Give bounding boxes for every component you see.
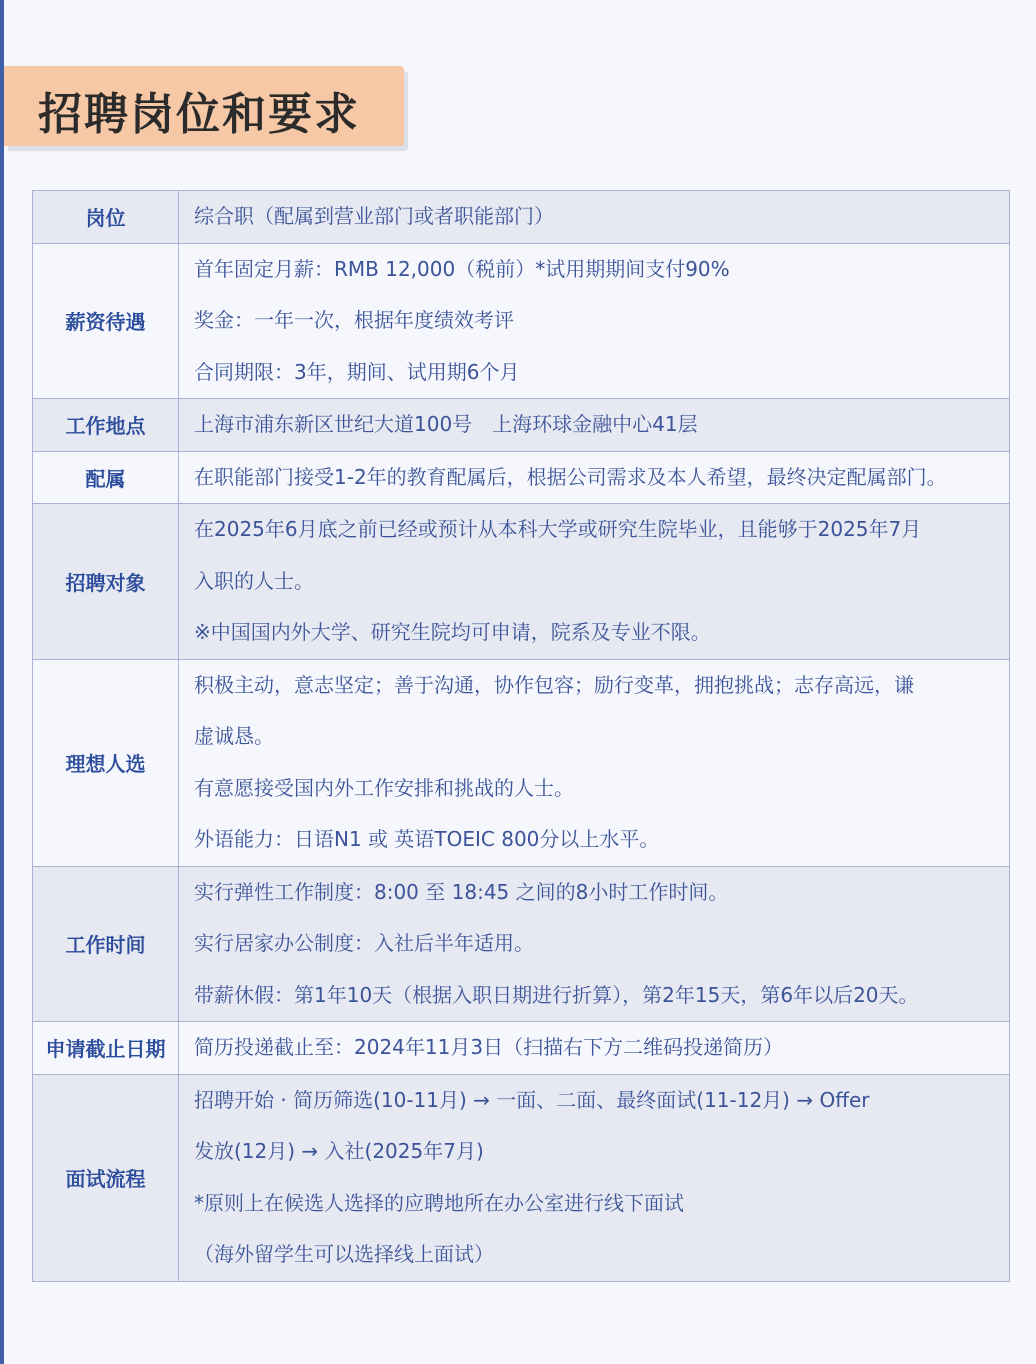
row-label: 招聘对象 [33,504,179,660]
row-label: 岗位 [33,191,179,244]
table-row-ideal-candidate [33,659,1010,866]
row-label: 工作时间 [33,866,179,1022]
row-text-line: 有意愿接受国内外工作安排和挑战的人士。 [194,775,574,800]
row-text-line: 简历投递截止至：2024年11月3日（扫描右下方二维码投递简历） [194,1035,784,1059]
row-label: 工作地点 [33,399,179,452]
table-row-deadline [33,1022,1010,1075]
table-row-position [33,191,1010,244]
row-text-line: 合同期限：3年，期间、试用期6个月 [194,359,520,384]
row-label: 薪资待遇 [33,243,179,399]
table-row-assignment [33,451,1010,504]
row-text-line: 首年固定月薪：RMB 12,000（税前）*试用期期间支付90% [194,256,730,281]
row-label: 面试流程 [33,1074,179,1281]
job-requirements-table [32,190,1010,1282]
row-text-line: 发放(12月) → 入社(2025年7月) [194,1139,484,1163]
page-title: 招聘岗位和要求 [38,89,360,140]
row-content [179,243,1010,399]
table-row-working-hours [33,866,1010,1022]
row-text-line: 招聘开始 · 简历筛选(10-11月) → 一面、二面、最终面试(11-12月) → Offer [194,1087,870,1112]
row-text-line: 带薪休假：第1年10天（根据入职日期进行折算），第2年15天，第6年以后20天。 [194,982,919,1007]
row-label: 配属 [33,451,179,504]
row-text-line: ※中国国内外大学、研究生院均可申请，院系及专业不限。 [194,620,711,644]
table-row-location [33,399,1010,452]
row-text-line: （海外留学生可以选择线上面试） [194,1242,494,1266]
table-row-eligibility [33,504,1010,660]
row-text-line: 上海市浦东新区世纪大道100号 上海环球金融中心41层 [194,412,698,436]
row-text-line: 外语能力：日语N1 或 英语TOEIC 800分以上水平。 [194,827,660,851]
row-content [179,1022,1010,1075]
row-text-line: 奖金：一年一次，根据年度绩效考评 [194,308,514,332]
row-content [179,504,1010,660]
row-text-line: 在职能部门接受1-2年的教育配属后，根据公司需求及本人希望，最终决定配属部门。 [194,464,947,489]
table-row-interview-process [33,1074,1010,1281]
row-text-line: 积极主动，意志坚定；善于沟通，协作包容；励行变革，拥抱挑战；志存高远，谦 [194,672,914,697]
row-content [179,399,1010,452]
row-content [179,866,1010,1022]
row-label: 申请截止日期 [33,1022,179,1075]
row-text-line: 虚诚恳。 [194,724,274,748]
row-content [179,1074,1010,1281]
row-text-line: 实行居家办公制度：入社后半年适用。 [194,931,534,955]
row-text-line: 实行弹性工作制度：8:00 至 18:45 之间的8小时工作时间。 [194,879,729,904]
row-text-line: 入职的人士。 [194,568,314,593]
row-text-line: *原则上在候选人选择的应聘地所在办公室进行线下面试 [194,1190,684,1215]
row-content [179,659,1010,866]
row-content [179,191,1010,244]
row-label: 理想人选 [33,659,179,866]
title-banner [4,66,404,146]
row-text-line: 综合职（配属到营业部门或者职能部门） [194,204,554,228]
row-content [179,451,1010,504]
table-row-salary [33,243,1010,399]
left-accent-rule [0,0,4,1364]
row-text-line: 在2025年6月底之前已经或预计从本科大学或研究生院毕业，且能够于2025年7月 [194,517,922,541]
